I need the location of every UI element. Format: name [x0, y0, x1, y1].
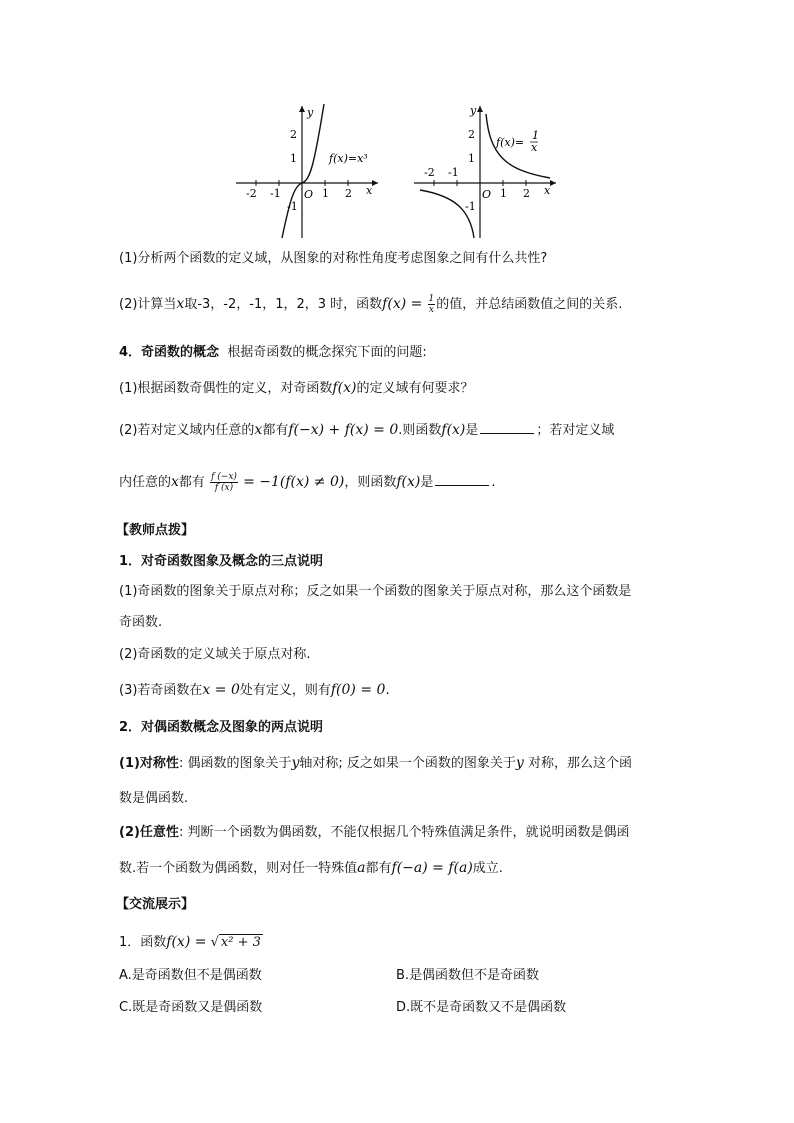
- option-a[interactable]: A.是奇函数但不是偶函数: [119, 968, 262, 983]
- teacher-2-point-2-cont: 数.若一个函数为偶函数，则对任一特殊值a都有f(−a) = f(a)成立.: [119, 860, 503, 876]
- y-tick: 1: [290, 152, 297, 165]
- x-axis-label: x: [366, 184, 373, 197]
- curve-label-prefix: f(x)=: [496, 136, 525, 149]
- teacher-1-point-1: (1)奇函数的图象关于原点对称；反之如果一个函数的图象关于原点对称，那么这个函数是: [119, 584, 632, 599]
- x-axis-label: x: [544, 184, 551, 197]
- teacher-2-point-1-cont: 数是偶函数.: [119, 791, 189, 806]
- question-2: (2)计算当x取-3，-2，-1，1，2，3 时，函数f(x) = $\frac{1}{x}$ 的值，并总结函数值之间的关系.: [119, 294, 623, 315]
- teacher-section-1-title: 1．对奇函数图象及概念的三点说明: [119, 554, 324, 569]
- origin-label: O: [304, 188, 314, 201]
- square-root: √ x² + 3: [210, 935, 261, 950]
- x-tick: 2: [523, 187, 530, 200]
- x-tick: 2: [345, 187, 352, 200]
- fraction: $\frac{1}{x}$: [428, 294, 435, 315]
- option-c[interactable]: C.既是奇函数又是偶函数: [119, 1000, 263, 1015]
- y-tick: -1: [465, 200, 476, 213]
- option-d[interactable]: D.既不是奇函数又不是偶函数: [396, 1000, 567, 1015]
- function-graphs: [232, 100, 562, 240]
- x-tick: -1: [448, 166, 459, 179]
- y-tick: 2: [290, 128, 297, 141]
- answer-blank[interactable]: [480, 421, 534, 434]
- y-tick: -1: [287, 200, 298, 213]
- origin-label: O: [482, 188, 492, 201]
- y-tick: 2: [468, 128, 475, 141]
- y-axis-label: y: [307, 106, 314, 119]
- x-tick: 1: [322, 187, 329, 200]
- x-tick: -1: [270, 187, 281, 200]
- teacher-2-point-2: (2)任意性: 判断一个函数为偶函数，不能仅根据几个特殊值满足条件，就说明函数是偶函: [119, 825, 630, 840]
- section-4-question-2: (2)若对定义域内任意的x都有f(−x) + f(x) = 0.则函数f(x)是 ；若对定义域: [119, 422, 615, 438]
- teacher-1-point-3: (3)若奇函数在x = 0处有定义，则有f(0) = 0.: [119, 682, 390, 698]
- teacher-heading: 【教师点拨】: [116, 523, 195, 538]
- teacher-2-point-1: (1)对称性: 偶函数的图象关于y轴对称; 反之如果一个函数的图象关于y 对称，那么这个函: [119, 755, 632, 771]
- y-tick: 1: [468, 152, 475, 165]
- reciprocal-graph: [410, 100, 560, 240]
- option-b[interactable]: B.是偶函数但不是奇函数: [396, 968, 540, 983]
- answer-blank[interactable]: [435, 473, 489, 486]
- teacher-1-point-1-cont: 奇函数.: [119, 615, 163, 630]
- curve-label: f(x)=x³: [329, 152, 368, 165]
- cubic-graph: [232, 100, 382, 240]
- fraction: $\frac{f (-x)}{f (x)}$: [211, 472, 237, 493]
- curve-label-num: 1: [532, 129, 539, 142]
- x-tick: -2: [246, 187, 257, 200]
- x-tick: 1: [500, 187, 507, 200]
- y-axis-label: y: [470, 104, 477, 117]
- section-4-question-2-cont: 内任意的x都有 $\frac{f (-x)}{f (x)}$ = −1(f(x) ≠ 0)，则函数f(x)是 .: [119, 472, 496, 493]
- curve-label-den: x: [531, 141, 538, 154]
- question-1: (1)分析两个函数的定义域，从图象的对称性角度考虑图象之间有什么共性?: [119, 251, 548, 266]
- section-4-question-1: (1)根据函数奇偶性的定义，对奇函数f(x)的定义域有何要求？: [119, 380, 474, 396]
- x-tick: -2: [424, 166, 435, 179]
- section-4-heading: 4．奇函数的概念 根据奇函数的概念探究下面的问题:: [119, 345, 427, 360]
- teacher-section-2-title: 2．对偶函数概念及图象的两点说明: [119, 720, 324, 735]
- exercise-1: 1．函数f(x) = √ x² + 3: [119, 934, 261, 950]
- teacher-1-point-2: (2)奇函数的定义域关于原点对称.: [119, 647, 311, 662]
- exchange-heading: 【交流展示】: [116, 897, 195, 912]
